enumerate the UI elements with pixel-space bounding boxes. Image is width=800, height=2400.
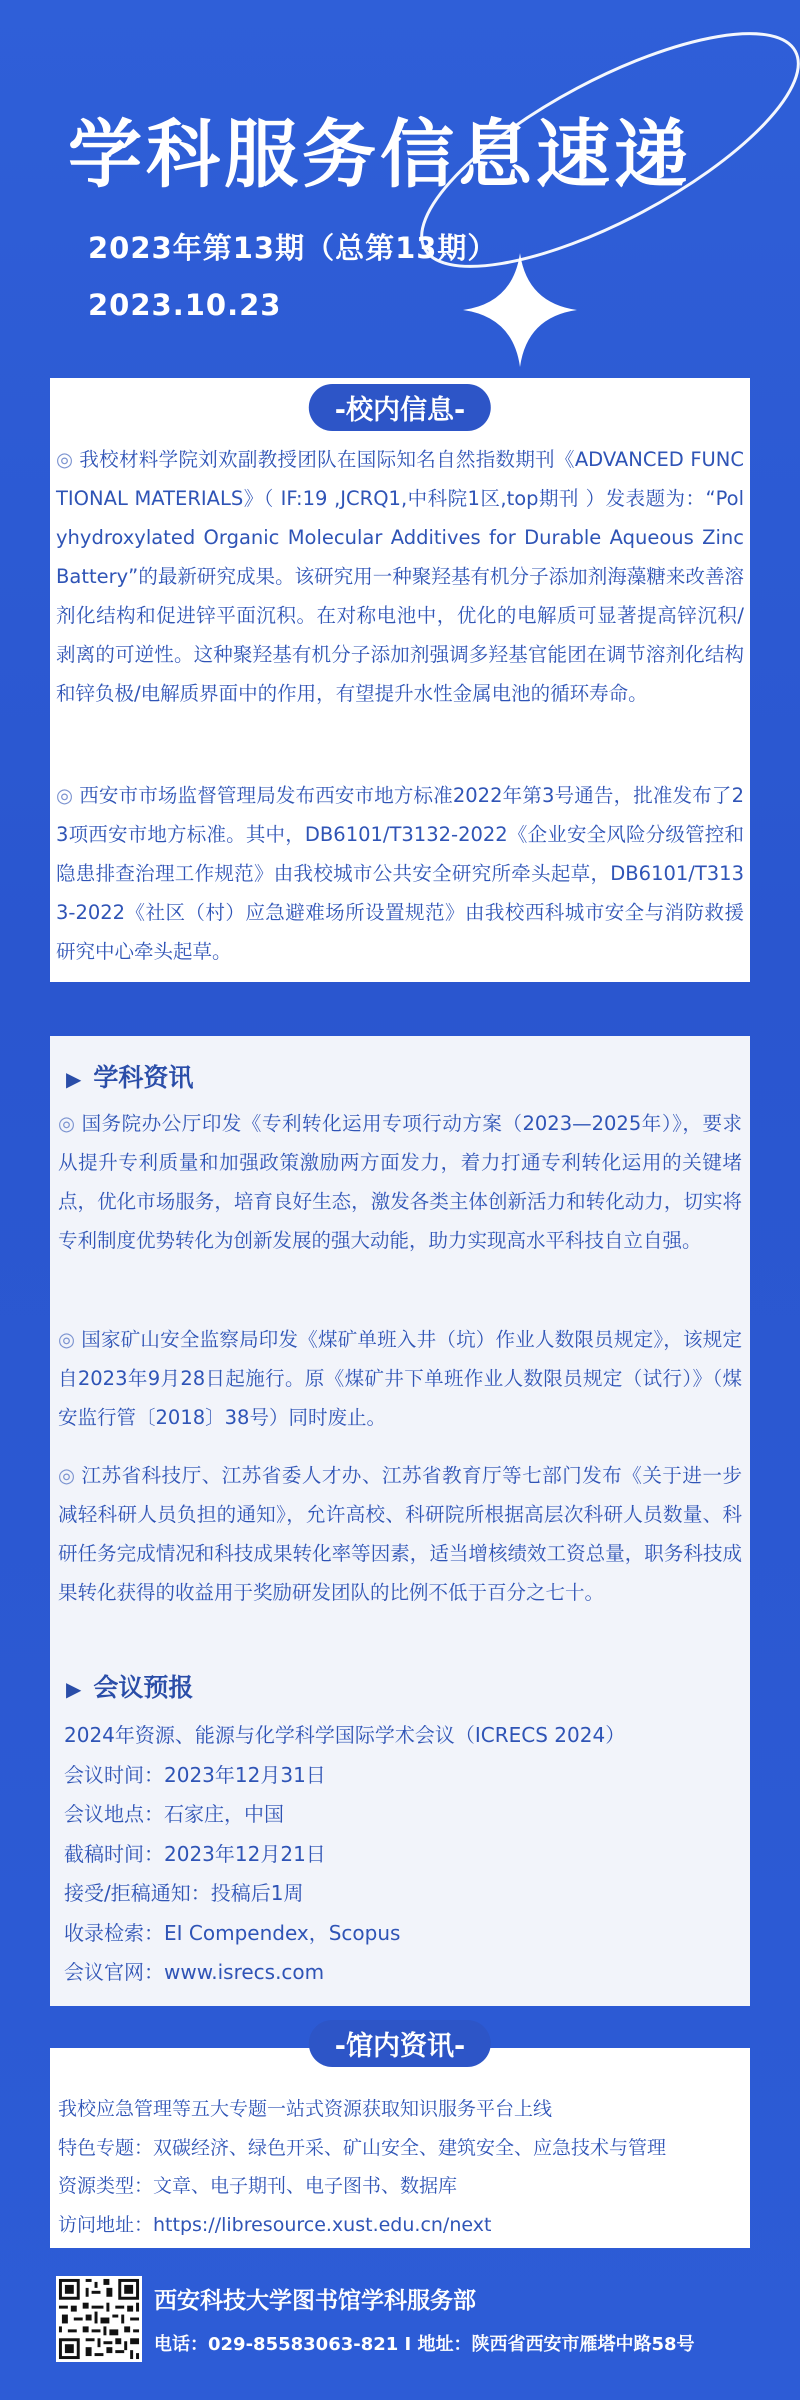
conference-time: 会议时间：2023年12月31日 bbox=[64, 1762, 326, 1787]
campus-news-item bbox=[56, 776, 744, 971]
discipline-news-card bbox=[50, 1036, 750, 2006]
triangle-marker-icon: ▶ bbox=[66, 1677, 82, 1701]
footer bbox=[0, 2270, 800, 2400]
campus-news-item-text: 西安市市场监督管理局发布西安市地方标准2022年第3号通告，批准发布了23项西安市地方标准。其中，DB6101/T3132-2022《企业安全风险分级管控和隐患排查治理工作规范》由我校城市公共安全研究所牵头起草，DB6101/T3133-2022《社区（村）应急避难场所设置规范》由我校西科城市安全与消防救援研究中心牵头起草。 bbox=[56, 784, 744, 963]
campus-news-card bbox=[50, 378, 750, 982]
footer-organization: 西安科技大学图书馆学科服务部 bbox=[154, 2288, 476, 2314]
campus-news-item-text: 我校材料学院刘欢副教授团队在国际知名自然指数期刊《ADVANCED FUNCTIONAL MATERIALS》（ IF:19 ,JCRQ1,中科院1区,top期刊 ）发表题为：“Polyhydroxylated Organic Molecular Additives for Durable Aqueous Zinc Battery”的最新研究成果。该研究用一种聚羟基有机分子添加剂海藻糖来改善溶剂化结构和促进锌平面沉积。在对称电池中，优化的电解质可显著提高锌沉积/剥离的可逆性。这种聚羟基有机分子添加剂强调多羟基官能团在调节溶剂化结构和锌负极/电解质界面中的作用，有望提升水性金属电池的循环寿命。 bbox=[56, 448, 745, 705]
bullet-icon: ◎ bbox=[56, 448, 74, 471]
library-news-list bbox=[58, 2090, 748, 2244]
library-news-resource-types: 资源类型：文章、电子期刊、电子图书、数据库 bbox=[58, 2175, 458, 2197]
conference-website[interactable]: 会议官网：www.isrecs.com bbox=[64, 1960, 325, 1984]
discipline-news-item-text: 国家矿山安全监察局印发《煤矿单班入井（坑）作业人数限员规定》，该规定自2023年9月28日起施行。原《煤矿井下单班作业人数限员规定（试行）》（煤安监行管〔2018〕38号）同时废止。 bbox=[58, 1328, 742, 1429]
library-news-card bbox=[50, 2031, 750, 2248]
footer-contact: 电话：029-85583063-821 I 地址：陕西省西安市雁塔中路58号 bbox=[154, 2334, 695, 2355]
bullet-icon: ◎ bbox=[58, 1328, 76, 1351]
page-title: 学科服务信息速递 bbox=[68, 112, 692, 198]
bullet-icon: ◎ bbox=[58, 1112, 76, 1135]
conference-name: 2024年资源、能源与化学科学国际学术会议（ICRECS 2024） bbox=[64, 1723, 626, 1747]
discipline-news-heading bbox=[66, 1058, 193, 1094]
discipline-news-heading-text: 学科资讯 bbox=[93, 1063, 194, 1092]
discipline-news-item-text: 国务院办公厅印发《专利转化运用专项行动方案（2023—2025年）》，要求从提升专利质量和加强政策激励两方面发力，着力打通专利转化运用的关键堵点，优化市场服务，培育良好生态，激发各类主体创新活力和转化动力，切实将专利制度优势转化为创新发展的强大动能，助力实现高水平科技自立自强。 bbox=[58, 1112, 742, 1252]
library-news-topics: 特色专题：双碳经济、绿色开采、矿山安全、建筑安全、应急技术与管理 bbox=[58, 2136, 667, 2159]
conference-deadline: 截稿时间：2023年12月21日 bbox=[64, 1841, 326, 1866]
conference-details bbox=[64, 1716, 734, 1993]
conference-heading-text: 会议预报 bbox=[93, 1673, 194, 1702]
library-news-url[interactable]: 访问地址：https://libresource.xust.edu.cn/next bbox=[58, 2213, 492, 2236]
triangle-marker-icon: ▶ bbox=[66, 1067, 82, 1091]
issue-date: 2023.10.23 bbox=[88, 288, 282, 322]
conference-heading bbox=[66, 1668, 193, 1704]
header bbox=[0, 0, 800, 370]
discipline-news-item-text: 江苏省科技厅、江苏省委人才办、江苏省教育厅等七部门发布《关于进一步减轻科研人员负担的通知》，允许高校、科研院所根据高层次科研人员数量、科研任务完成情况和科技成果转化率等因素，适当增核绩效工资总量，职务科技成果转化获得的收益用于奖励研发团队的比例不低于百分之七十。 bbox=[58, 1464, 742, 1604]
conference-indexing: 收录检索：EI Compendex，Scopus bbox=[64, 1920, 401, 1945]
campus-news-item bbox=[56, 440, 744, 713]
library-news-title: 我校应急管理等五大专题一站式资源获取知识服务平台上线 bbox=[58, 2098, 553, 2120]
conference-location: 会议地点：石家庄，中国 bbox=[64, 1802, 284, 1826]
bullet-icon: ◎ bbox=[56, 784, 74, 807]
discipline-news-item bbox=[58, 1456, 742, 1612]
qr-code-icon[interactable] bbox=[56, 2276, 142, 2362]
issue-number: 2023年第13期（总第13期） bbox=[88, 231, 498, 265]
campus-news-heading: -校内信息- bbox=[309, 384, 491, 431]
bullet-icon: ◎ bbox=[58, 1464, 76, 1487]
discipline-news-item bbox=[58, 1320, 742, 1437]
discipline-news-item bbox=[58, 1104, 742, 1260]
conference-notification: 接受/拒稿通知：投稿后1周 bbox=[64, 1881, 304, 1905]
library-news-heading: -馆内资讯- bbox=[309, 2020, 491, 2067]
